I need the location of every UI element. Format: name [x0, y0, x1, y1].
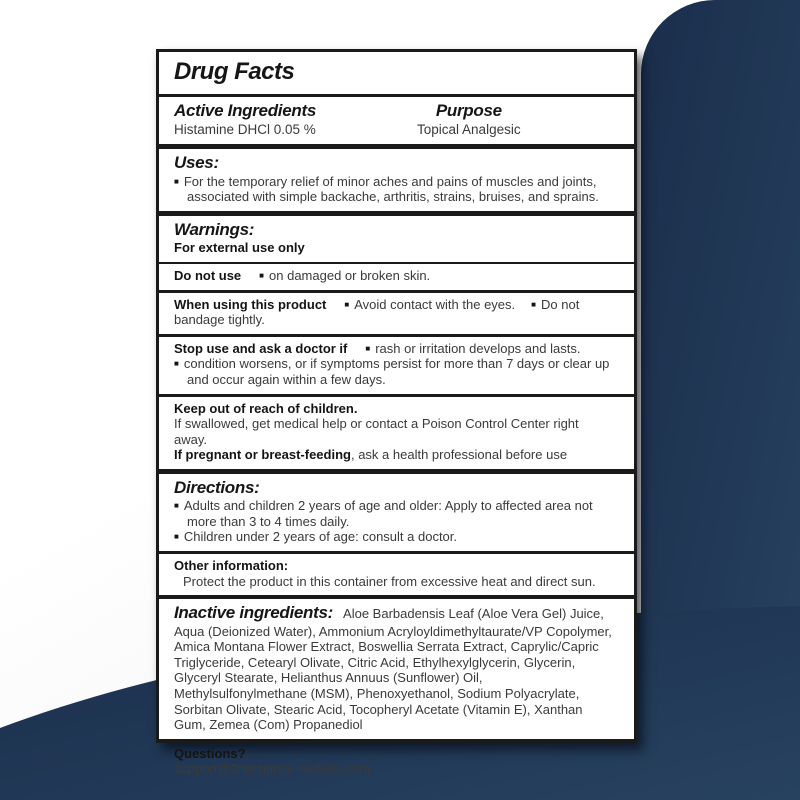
stop-use-line1 — [174, 341, 614, 357]
purpose-value: Topical Analgesic — [417, 122, 521, 138]
bullet-square-icon: ■ — [531, 299, 536, 309]
external-use-note: For external use only — [174, 240, 305, 256]
active-ingredients-heading: Active Ingredients — [174, 100, 316, 120]
inactive-ingredients-heading: Inactive ingredients: — [174, 603, 334, 623]
directions-bullet1-text: Adults and children 2 years of age and older: Apply to affected area not more than 3 to 4 times daily. — [183, 498, 593, 529]
uses-bullet-text: For the temporary relief of minor aches and pains of muscles and joints, associated with simple backache, arthritis, strains, bruises, and sprains. — [183, 173, 599, 205]
other-information-heading: Other information: — [174, 558, 289, 574]
purpose-heading: Purpose — [435, 100, 502, 120]
uses-bullet — [174, 174, 614, 205]
warnings-section — [159, 211, 634, 262]
keep-out-line2 — [174, 447, 614, 463]
inactive-ingredients-section — [159, 595, 634, 739]
drug-facts-title: Drug Facts — [174, 58, 295, 85]
directions-section — [159, 469, 634, 551]
when-using-lead: When using this product — [174, 296, 327, 312]
keep-out-heading: Keep out of reach of children. — [174, 400, 358, 416]
bullet-square-icon: ■ — [174, 501, 179, 511]
drug-facts-panel — [156, 49, 637, 777]
questions-section — [159, 739, 634, 783]
pregnant-warning-lead: If pregnant or breast-feeding — [174, 447, 351, 463]
bullet-square-icon: ■ — [174, 359, 179, 369]
bullet-square-icon: ■ — [259, 270, 265, 280]
when-using-bullet1: Avoid contact with the eyes. — [354, 296, 516, 312]
active-ingredients-section — [159, 94, 634, 145]
do-not-use-section — [159, 262, 634, 290]
when-using-bullet2: Do not bandage tightly. — [174, 296, 580, 328]
stop-use-lead: Stop use and ask a doctor if — [174, 340, 348, 356]
directions-heading: Directions: — [174, 477, 260, 497]
bullet-square-icon: ■ — [174, 176, 179, 186]
active-ingredient-value: Histamine DHCl 0.05 % — [174, 122, 316, 138]
directions-bullet2 — [174, 529, 614, 545]
keep-out-section — [159, 394, 634, 469]
bullet-square-icon: ■ — [365, 343, 371, 353]
pregnant-warning-rest: , ask a health professional before use — [350, 447, 568, 463]
do-not-use-text: on damaged or broken skin. — [269, 267, 431, 283]
inactive-ingredients-paragraph — [174, 603, 614, 733]
do-not-use-lead: Do not use — [174, 267, 242, 283]
uses-heading: Uses: — [174, 153, 219, 173]
directions-bullet1 — [174, 498, 614, 529]
stop-use-bullet1: rash or irritation develops and lasts. — [375, 340, 581, 356]
support-email: support@2ndchance-mobility.com — [174, 761, 370, 777]
directions-bullet2-text: Children under 2 years of age: consult a doctor. — [183, 529, 458, 545]
do-not-use-line — [174, 268, 614, 284]
when-using-section — [159, 290, 634, 334]
other-information-line: Protect the product in this container from excessive heat and direct sun. — [183, 573, 596, 589]
bullet-square-icon: ■ — [174, 532, 179, 542]
when-using-line — [174, 297, 614, 328]
stop-use-section — [159, 334, 634, 394]
stop-use-line2 — [174, 356, 614, 387]
questions-heading: Questions? — [174, 745, 246, 761]
stop-use-bullet2: condition worsens, or if symptoms persist for more than 7 days or clear up and occur again within a few days. — [183, 356, 610, 387]
warnings-heading: Warnings: — [174, 219, 255, 239]
inactive-ingredients-list: Aloe Barbadensis Leaf (Aloe Vera Gel) Juice, Aqua (Deionized Water), Ammonium Acryloyldimethyltaurate/VP Copolymer, Amica Montana Flower Extract, Boswellia Serrata Extract, Caprylic/Capric Triglyceride, Cetearyl Olivate, Citric Acid, Ethylhexylglycerin, Glycerin, Glyceryl Stearate, Helianthus Annuus (Sunflower) Oil, Methylsulfonylmethane (MSM), Phenoxyethanol, Sodium Polyacrylate, Sorbitan Olivate, Stearic Acid, Tocopheryl Acetate (Vitamin E), Xanthan Gum, Zemea (Com) Propanediol — [174, 606, 612, 733]
bullet-square-icon: ■ — [344, 299, 350, 309]
keep-out-line1: If swallowed, get medical help or contact a Poison Control Center right away. — [174, 416, 579, 447]
uses-section — [159, 144, 634, 211]
other-information-section — [159, 551, 634, 595]
